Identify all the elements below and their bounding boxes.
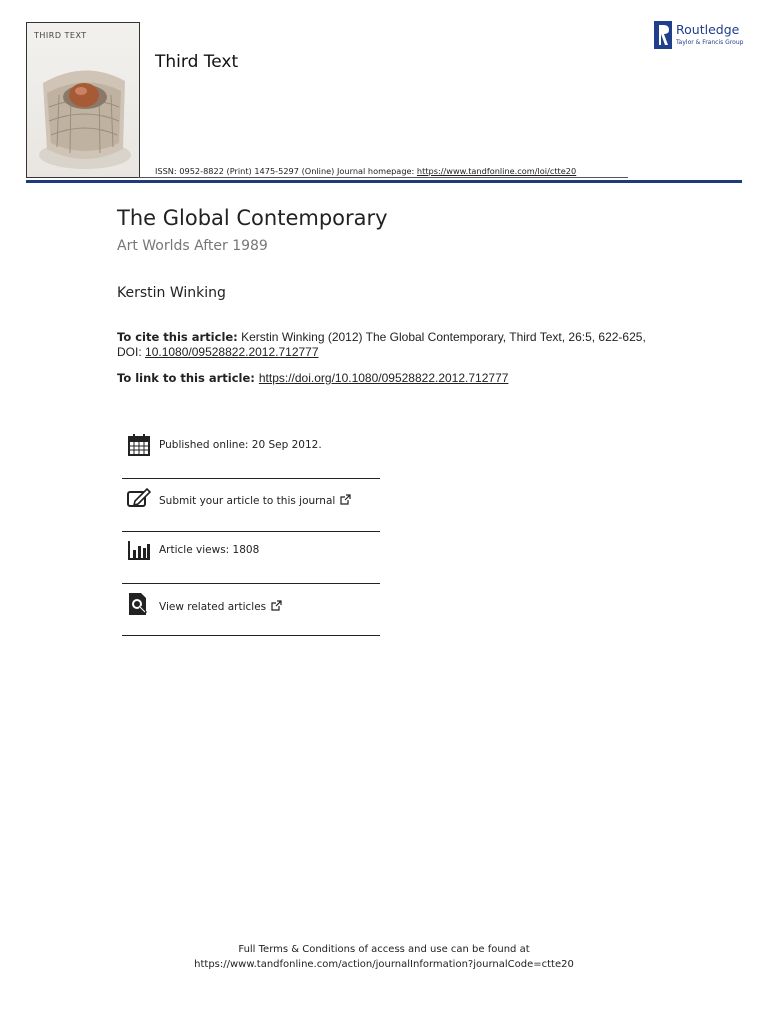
terms-url[interactable]: https://www.tandfonline.com/action/journalInformation?journalCode=ctte20: [194, 959, 574, 970]
related-articles-label: View related articles: [159, 601, 267, 613]
publisher-name: Routledge: [676, 22, 740, 37]
routledge-logo-icon: [654, 21, 672, 49]
journal-title: Third Text: [155, 52, 239, 72]
related-articles-row[interactable]: [122, 592, 380, 644]
cite-label: To cite this article:: [117, 330, 238, 344]
published-online-text: Published online: 20 Sep 2012.: [159, 439, 322, 451]
journal-cover-image: [26, 22, 140, 178]
external-link-icon: [340, 494, 351, 505]
publisher-group: Taylor & Francis Group: [676, 39, 744, 46]
external-link-icon: [271, 600, 282, 611]
article-views-text: Article views: 1808: [159, 544, 260, 556]
calendar-icon: [127, 433, 151, 457]
header-thin-rule: [138, 177, 628, 178]
header-rule: [26, 180, 742, 183]
article-doi-url-link[interactable]: https://doi.org/10.1080/09528822.2012.712777: [258, 371, 509, 385]
cite-text: Kerstin Winking (2012) The Global Contemporary, Third Text, 26:5, 622-625,: [237, 330, 646, 344]
article-author: Kerstin Winking: [117, 285, 226, 301]
link-label: To link to this article:: [117, 371, 259, 385]
citation-block: [117, 330, 677, 360]
submit-article-label: Submit your article to this journal: [159, 495, 336, 507]
terms-footer: [0, 942, 768, 972]
issn-text: ISSN: 0952-8822 (Print) 1475-5297 (Online) Journal homepage:: [155, 166, 417, 176]
info-divider: [122, 478, 380, 479]
bar-chart-icon: [127, 538, 151, 562]
info-divider: [122, 635, 380, 636]
cover-title: THIRD TEXT: [34, 31, 87, 40]
issn-line: [155, 166, 576, 176]
submit-article-link[interactable]: [159, 494, 351, 507]
edit-icon: [127, 486, 151, 510]
article-link-line: [117, 371, 508, 385]
info-divider: [122, 531, 380, 532]
publisher-logo: [654, 21, 749, 51]
article-subtitle: Art Worlds After 1989: [117, 238, 268, 254]
info-divider: [122, 583, 380, 584]
doi-prefix: DOI:: [117, 345, 146, 359]
doi-link[interactable]: 10.1080/09528822.2012.712777: [145, 345, 319, 359]
journal-homepage-link[interactable]: https://www.tandfonline.com/loi/ctte20: [416, 166, 577, 176]
terms-line: Full Terms & Conditions of access and use can be found at: [238, 944, 530, 955]
article-title: The Global Contemporary: [117, 206, 388, 230]
cover-sculpture-image: [27, 23, 139, 177]
search-document-icon: [127, 592, 151, 616]
related-articles-link[interactable]: [159, 600, 282, 613]
published-online-row: [122, 432, 380, 484]
